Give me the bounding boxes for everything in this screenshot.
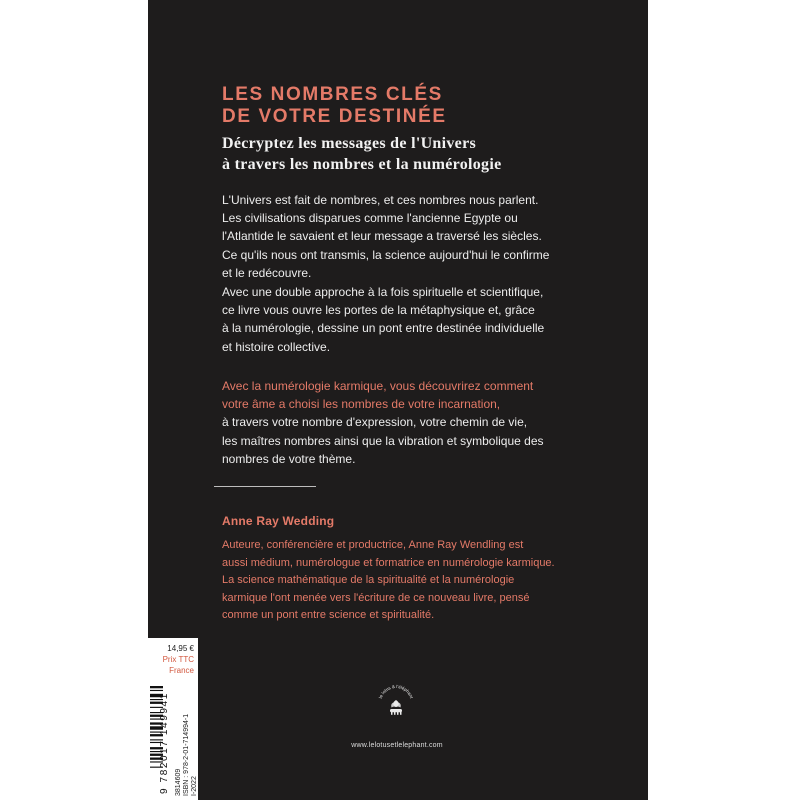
bio-line: karmique l'ont menée vers l'écriture de ce nouveau livre, pensé — [222, 591, 530, 604]
barcode-number: 9 782017 149941 — [159, 692, 170, 794]
price-barcode-sticker — [148, 638, 198, 800]
blurb-line: L'Univers est fait de nombres, et ces nombres nous parlent. — [222, 193, 539, 207]
blurb-line: ce livre vous ouvre les portes de la métaphysique et, grâce — [222, 303, 535, 318]
book-back-cover — [148, 0, 648, 800]
blurb-line: et le redécouvre. — [222, 265, 312, 280]
bio-line: Auteure, conférencière et productrice, Anne Ray Wendling est — [222, 539, 524, 551]
book-title — [222, 84, 447, 128]
blurb-line: et histoire collective. — [222, 339, 331, 354]
publisher-logo-icon — [376, 680, 416, 720]
subtitle-line: à travers les nombres et la numérologie — [222, 156, 502, 173]
blurb-line: Ce qu'ils nous ont transmis, la science aujourd'hui le confirme — [222, 247, 550, 262]
blurb-paragraph-3 — [222, 377, 622, 468]
price-note-line: Prix TTC — [162, 655, 194, 664]
bio-line: La science mathématique de la spiritualité et la numérologie — [222, 574, 515, 587]
blurb-line: les maîtres nombres ainsi que la vibration et symbolique des — [222, 433, 544, 448]
title-line: LES NOMBRES CLÉS — [222, 84, 443, 105]
blurb-line: l'Atlantide le savaient et leur message a traversé les siècles. — [222, 229, 542, 244]
title-line: DE VOTRE DESTINÉE — [222, 106, 447, 127]
author-name: Anne Ray Wedding — [222, 514, 335, 528]
price-value: 14,95 € — [167, 644, 194, 653]
highlight-line: Avec la numérologie karmique, vous découvrirez comment — [222, 379, 534, 393]
isbn-number: ISBN : 978-2-01-714994-1 — [183, 713, 190, 796]
product-code: 3814609 — [175, 768, 182, 796]
edition-code: I-2022 — [191, 776, 198, 796]
blurb-line: à travers votre nombre d'expression, votre chemin de vie, — [222, 415, 528, 430]
publisher-website: www.lelotusetlelephant.com — [351, 742, 443, 749]
price-note-line: France — [169, 666, 194, 675]
highlight-line: votre âme a choisi les nombres de votre incarnation, — [222, 397, 501, 412]
isbn-info — [175, 686, 197, 796]
subtitle-line: Décryptez les messages de l'Univers — [222, 135, 476, 152]
price-block — [163, 643, 194, 676]
blurb-line: Les civilisations disparues comme l'ancienne Egypte ou — [222, 211, 518, 226]
publisher-logo-text: le lotus & l'éléphant — [377, 683, 415, 700]
blurb-line: Avec une double approche à la fois spirituelle et scientifique, — [222, 285, 544, 299]
book-subtitle — [222, 133, 502, 175]
blurb-paragraph-1 — [222, 191, 622, 282]
blurb-line: à la numérologie, dessine un pont entre destinée individuelle — [222, 321, 545, 336]
author-bio — [222, 537, 555, 625]
bio-line: aussi médium, numérologue et formatrice en numérologie karmique. — [222, 556, 555, 569]
divider — [214, 486, 316, 487]
bio-line: comme un pont entre science et spiritualité. — [222, 609, 435, 622]
svg-text:le lotus & l'éléphant — [378, 684, 415, 700]
blurb-paragraph-2 — [222, 283, 622, 356]
blurb-line: nombres de votre thème. — [222, 451, 356, 466]
